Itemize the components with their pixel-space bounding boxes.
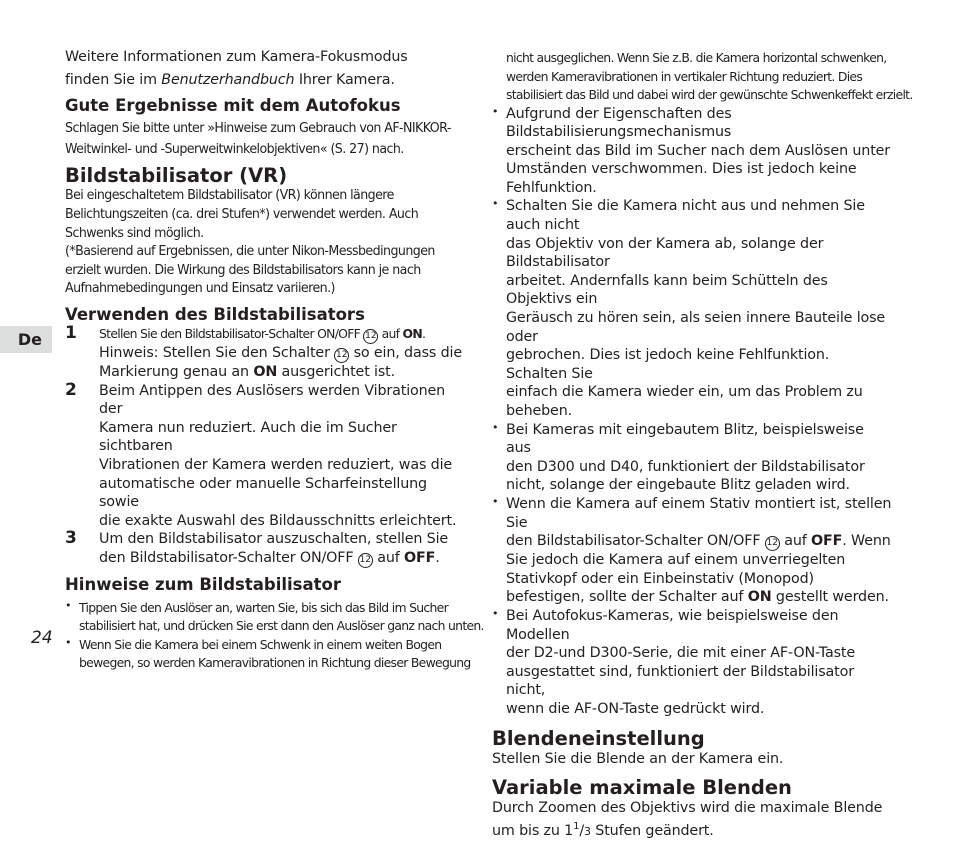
intro-text-b: Ihrer Kamera.: [294, 71, 395, 88]
note-4-line-1: • Schalten Sie die Kamera nicht aus und nehmen Sie auch nicht: [506, 198, 865, 234]
hint-text-a: Hinweis: Stellen Sie den Schalter: [99, 344, 335, 361]
step-3-text-a: den Bildstabilisator-Schalter ON/OFF: [99, 549, 358, 566]
autofocus-heading: Gute Ergebnisse mit dem Autofokus: [65, 96, 401, 116]
note-7-line-1: • Bei Autofokus-Kameras, wie beispielsweise den Modellen: [506, 607, 839, 643]
left-column: [65, 48, 484, 673]
vr-line-6: Aufnahmebedingungen und Einsatz variieren.): [65, 281, 335, 297]
page-number: 24: [31, 628, 53, 648]
step-1-line-2: [99, 344, 465, 363]
on-label: ON: [402, 325, 423, 341]
off-label: OFF: [404, 549, 436, 566]
vr-line-5: erzielt wurden. Die Wirkung des Bildstabilisators kann je nach: [65, 262, 421, 278]
fraction-numerator: 1: [573, 820, 580, 832]
variable-line-1: Durch Zoomen des Objektivs wird die maximale Blende: [492, 800, 883, 817]
aperture-text: Stellen Sie die Blende an der Kamera ein.: [492, 750, 784, 767]
note-7: [492, 607, 892, 719]
note-2: [65, 636, 471, 673]
switch-symbol: 12: [765, 536, 780, 551]
step-3-number: 3: [65, 528, 77, 549]
note-3-line-1: • Aufgrund der Eigenschaften des Bildstabilisierungsmechanismus: [506, 105, 732, 141]
note-5-line-1: • Bei Kameras mit eingebautem Blitz, beispielsweise aus: [506, 421, 864, 457]
marker-text-b: ausgerichtet ist.: [277, 363, 396, 380]
note-4-line-4: Geräusch zu hören sein, als seien innere Bauteile lose oder: [506, 310, 886, 345]
note-7-line-3: ausgestattet sind, funktioniert der Bildstabilisator nicht,: [506, 663, 854, 699]
note-7-line-2: der D2-und D300-Serie, die mit einer AF-ON-Taste: [506, 645, 855, 662]
switch-symbol: 12: [363, 329, 378, 344]
step-1-number: 1: [65, 322, 77, 343]
note-6-line-3: Sie jedoch die Kamera auf einem unverriegelten: [506, 552, 846, 569]
hint-text-b: so ein, dass die: [349, 344, 462, 361]
variable-aperture-heading: Variable maximale Blenden: [492, 776, 792, 800]
notes-heading: Hinweise zum Bildstabilisator: [65, 574, 341, 594]
fraction-slash: /: [579, 822, 585, 839]
using-heading: Verwenden des Bildstabilisators: [65, 304, 365, 324]
note-1: [65, 599, 484, 636]
fraction-denominator: 3: [584, 824, 591, 838]
vr-line-2: Belichtungszeiten (ca. drei Stufen*) verwendet werden. Auch: [65, 206, 419, 222]
step-3-line-2: [99, 549, 465, 568]
on-label: ON: [253, 363, 278, 380]
note-6-line-4: Stativkopf oder ein Einbeinstativ (Monopod): [506, 570, 814, 587]
note-2-continued: [492, 49, 913, 105]
cont-line-3: stabilisiert das Bild und dabei wird der gewünschte Schwenkeffekt erzielt.: [506, 87, 913, 102]
step-1-text-a: Stellen Sie den Bildstabilisator-Schalter ON/OFF: [99, 325, 364, 341]
note-6-line-5: [506, 588, 892, 607]
off-label: OFF: [811, 533, 843, 550]
note-4-line-6: einfach die Kamera wieder ein, um das Problem zu beheben.: [506, 384, 863, 419]
variable-text-a: um bis zu 1: [492, 822, 574, 839]
note-1-line-1: • Tippen Sie den Auslöser an, warten Sie, bis sich das Bild im Sucher: [79, 599, 448, 615]
vr-heading: Bildstabilisator (VR): [65, 164, 288, 188]
note-6-text-d: befestigen, sollte der Schalter auf: [506, 589, 748, 606]
variable-text-b: Stufen geändert.: [590, 822, 714, 839]
manual-title: Benutzerhandbuch: [161, 71, 295, 88]
autofocus-line-1: Schlagen Sie bitte unter »Hinweise zum Gebrauch von AF-NIKKOR-: [65, 121, 451, 137]
step-2: [65, 379, 465, 531]
cont-line-2: werden Kameravibrationen in vertikaler Richtung reduziert. Dies: [506, 68, 863, 84]
note-6: [492, 495, 892, 607]
on-label: ON: [747, 589, 772, 606]
note-2-line-2: bewegen, so werden Kameravibrationen in Richtung dieser Bewegung: [79, 655, 471, 671]
vr-line-4: (*Basierend auf Ergebnissen, die unter Nikon-Messbedingungen: [65, 244, 435, 260]
step-3-text-c: .: [435, 549, 440, 566]
switch-symbol: 12: [358, 553, 373, 568]
aperture-heading: Blendeneinstellung: [492, 726, 705, 750]
step-2-line-5: die exakte Auswahl des Bildausschnitts erleichtert.: [99, 512, 457, 529]
vr-line-3: Schwenks sind möglich.: [65, 225, 204, 241]
note-3: [492, 105, 892, 198]
switch-symbol: 12: [334, 348, 349, 363]
step-3-line-1: Um den Bildstabilisator auszuschalten, stellen Sie: [99, 531, 449, 548]
note-5: [492, 421, 892, 495]
autofocus-line-2: Weitwinkel- und -Superweitwinkelobjektiven« (S. 27) nach.: [65, 141, 404, 157]
note-3-line-2: erscheint das Bild im Sucher nach dem Auslösen unter: [506, 142, 891, 159]
right-column: [492, 49, 913, 841]
note-4: [492, 197, 892, 420]
step-2-line-2: Kamera nun reduziert. Auch die im Sucher sichtbaren: [99, 419, 397, 455]
note-6-line-1: • Wenn die Kamera auf einem Stativ montiert ist, stellen Sie: [506, 495, 892, 531]
note-7-line-4: wenn die AF-ON-Taste gedrückt wird.: [506, 700, 765, 717]
step-1-text-c: .: [422, 325, 426, 341]
note-5-line-3: nicht, solange der eingebaute Blitz geladen wird.: [506, 477, 850, 494]
intro-text-a: finden Sie im: [65, 71, 162, 88]
note-4-line-2: das Objektiv von der Kamera ab, solange der Bildstabilisator: [506, 235, 824, 271]
note-4-line-3: arbeitet. Andernfalls kann beim Schütteln des Objektivs ein: [506, 272, 828, 308]
step-3: [65, 530, 465, 568]
note-3-line-3: Umständen verschwommen. Dies ist jedoch keine Fehlfunktion.: [506, 161, 857, 196]
note-5-line-2: den D300 und D40, funktioniert der Bildstabilisator: [506, 458, 865, 475]
step-1: [65, 322, 465, 382]
step-1-line-3: [99, 363, 465, 382]
note-4-line-5: gebrochen. Dies ist jedoch keine Fehlfunktion. Schalten Sie: [506, 347, 830, 382]
variable-line-2: [492, 818, 892, 841]
language-tab: De: [0, 326, 52, 353]
cont-line-1: nicht ausgeglichen. Wenn Sie z.B. die Kamera horizontal schwenken,: [506, 50, 887, 65]
intro-line-2: [65, 71, 465, 90]
note-6-line-2: [506, 532, 892, 551]
step-2-line-1: Beim Antippen des Auslösers werden Vibrationen der: [99, 382, 446, 418]
intro-line-1: Weitere Informationen zum Kamera-Fokusmodus: [65, 49, 408, 65]
note-6-text-a: den Bildstabilisator-Schalter ON/OFF: [506, 533, 765, 550]
step-1-text-b: auf: [378, 325, 403, 341]
step-3-text-b: auf: [372, 549, 405, 566]
marker-text-a: Markierung genau an: [99, 363, 254, 380]
step-2-line-3: Vibrationen der Kamera werden reduziert, was die: [99, 456, 453, 473]
note-2-line-1: • Wenn Sie die Kamera bei einem Schwenk in einem weiten Bogen: [79, 636, 442, 652]
step-2-number: 2: [65, 379, 77, 400]
note-1-line-2: stabilisiert hat, und drücken Sie erst dann den Auslöser ganz nach unten.: [79, 618, 484, 634]
note-6-text-c: . Wenn: [842, 533, 891, 550]
note-6-text-b: auf: [779, 533, 812, 550]
note-6-text-e: gestellt werden.: [771, 589, 889, 606]
step-1-line-1: [99, 325, 465, 344]
vr-line-1: Bei eingeschaltetem Bildstabilisator (VR) können längere: [65, 188, 394, 204]
step-2-line-4: automatische oder manuelle Scharfeinstellung sowie: [99, 475, 427, 511]
